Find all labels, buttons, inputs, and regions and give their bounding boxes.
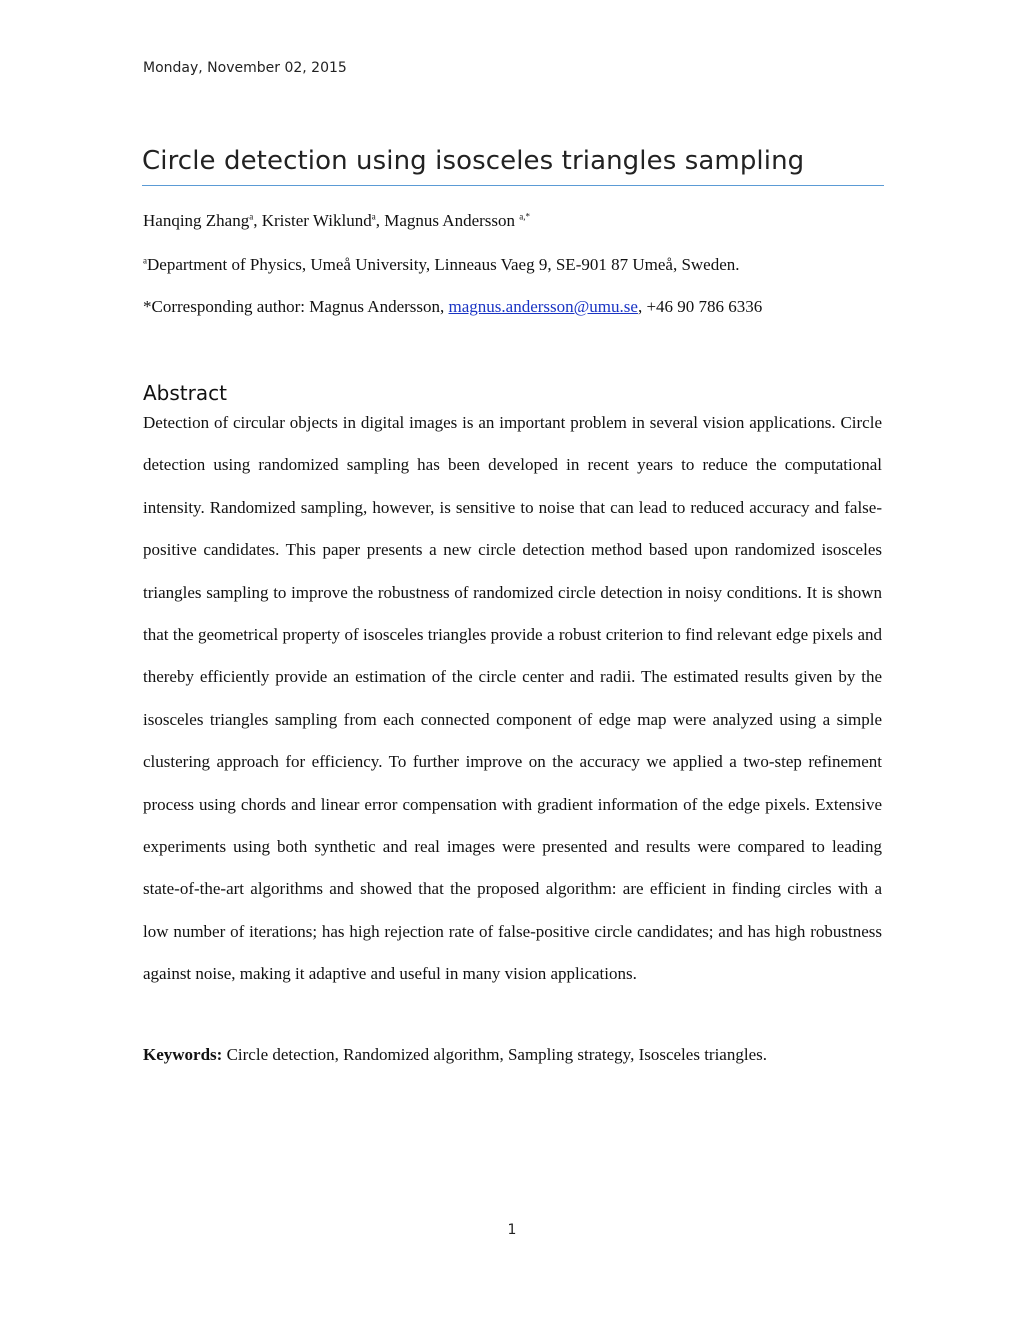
affiliation-mark: a <box>143 255 147 266</box>
author-list <box>143 211 530 231</box>
author-name: Hanqing Zhang <box>143 211 250 230</box>
author-separator: , <box>253 211 262 230</box>
corresponding-email-link[interactable]: magnus.andersson@umu.se <box>448 297 638 316</box>
page-number: 1 <box>507 1222 517 1238</box>
author-name: Magnus Andersson <box>384 211 520 230</box>
abstract-heading: Abstract <box>143 381 227 405</box>
author-separator: , <box>375 211 385 230</box>
keywords <box>143 1045 882 1065</box>
author-name: Krister Wiklund <box>261 211 372 230</box>
corresponding-prefix: *Corresponding author: Magnus Andersson, <box>143 297 449 316</box>
affiliation <box>143 255 740 275</box>
affiliation-text: Department of Physics, Umeå University, Linneaus Vaeg 9, SE-901 87 Umeå, Sweden. <box>147 255 740 274</box>
keywords-text: Circle detection, Randomized algorithm, Sampling strategy, Isosceles triangles. <box>222 1045 767 1064</box>
corresponding-suffix: , +46 90 786 6336 <box>637 297 763 316</box>
author-affiliation-mark: a,* <box>519 211 531 222</box>
header-date: Monday, November 02, 2015 <box>143 60 347 76</box>
abstract-body: Detection of circular objects in digital images is an important problem in several vision applications. Circle detection using randomized sampling has been developed in recent years to reduce the computational intensity. Randomized sampling, however, is sensitive to noise that can lead to reduced accuracy and false-positive candidates. This paper presents a new circle detection method based upon randomized isosceles triangles sampling to improve the robustness of randomized circle detection in noisy conditions. It is shown that the geometrical property of isosceles triangles provide a robust criterion to find relevant edge pixels and thereby efficiently provide an estimation of the circle center and radii. The estimated results given by the isosceles triangles sampling from each connected component of edge map were analyzed using a simple clustering approach for efficiency. To further improve on the accuracy we applied a two-step refinement process using chords and linear error compensation with gradient information of the edge pixels. Extensive experiments using both synthetic and real images were presented and results were compared to leading state-of-the-art algorithms and showed that the proposed algorithm: are efficient in finding circles with a low number of iterations; has high rejection rate of false-positive circle candidates; and has high robustness against noise, making it adaptive and useful in many vision applications. <box>143 413 882 984</box>
keywords-label: Keywords: <box>143 1045 223 1064</box>
title-underline <box>142 185 884 186</box>
author-affiliation-mark: a <box>249 211 254 222</box>
corresponding-author <box>143 297 762 317</box>
author-affiliation-mark: a <box>371 211 376 222</box>
paper-title: Circle detection using isosceles triangles sampling <box>142 146 805 176</box>
